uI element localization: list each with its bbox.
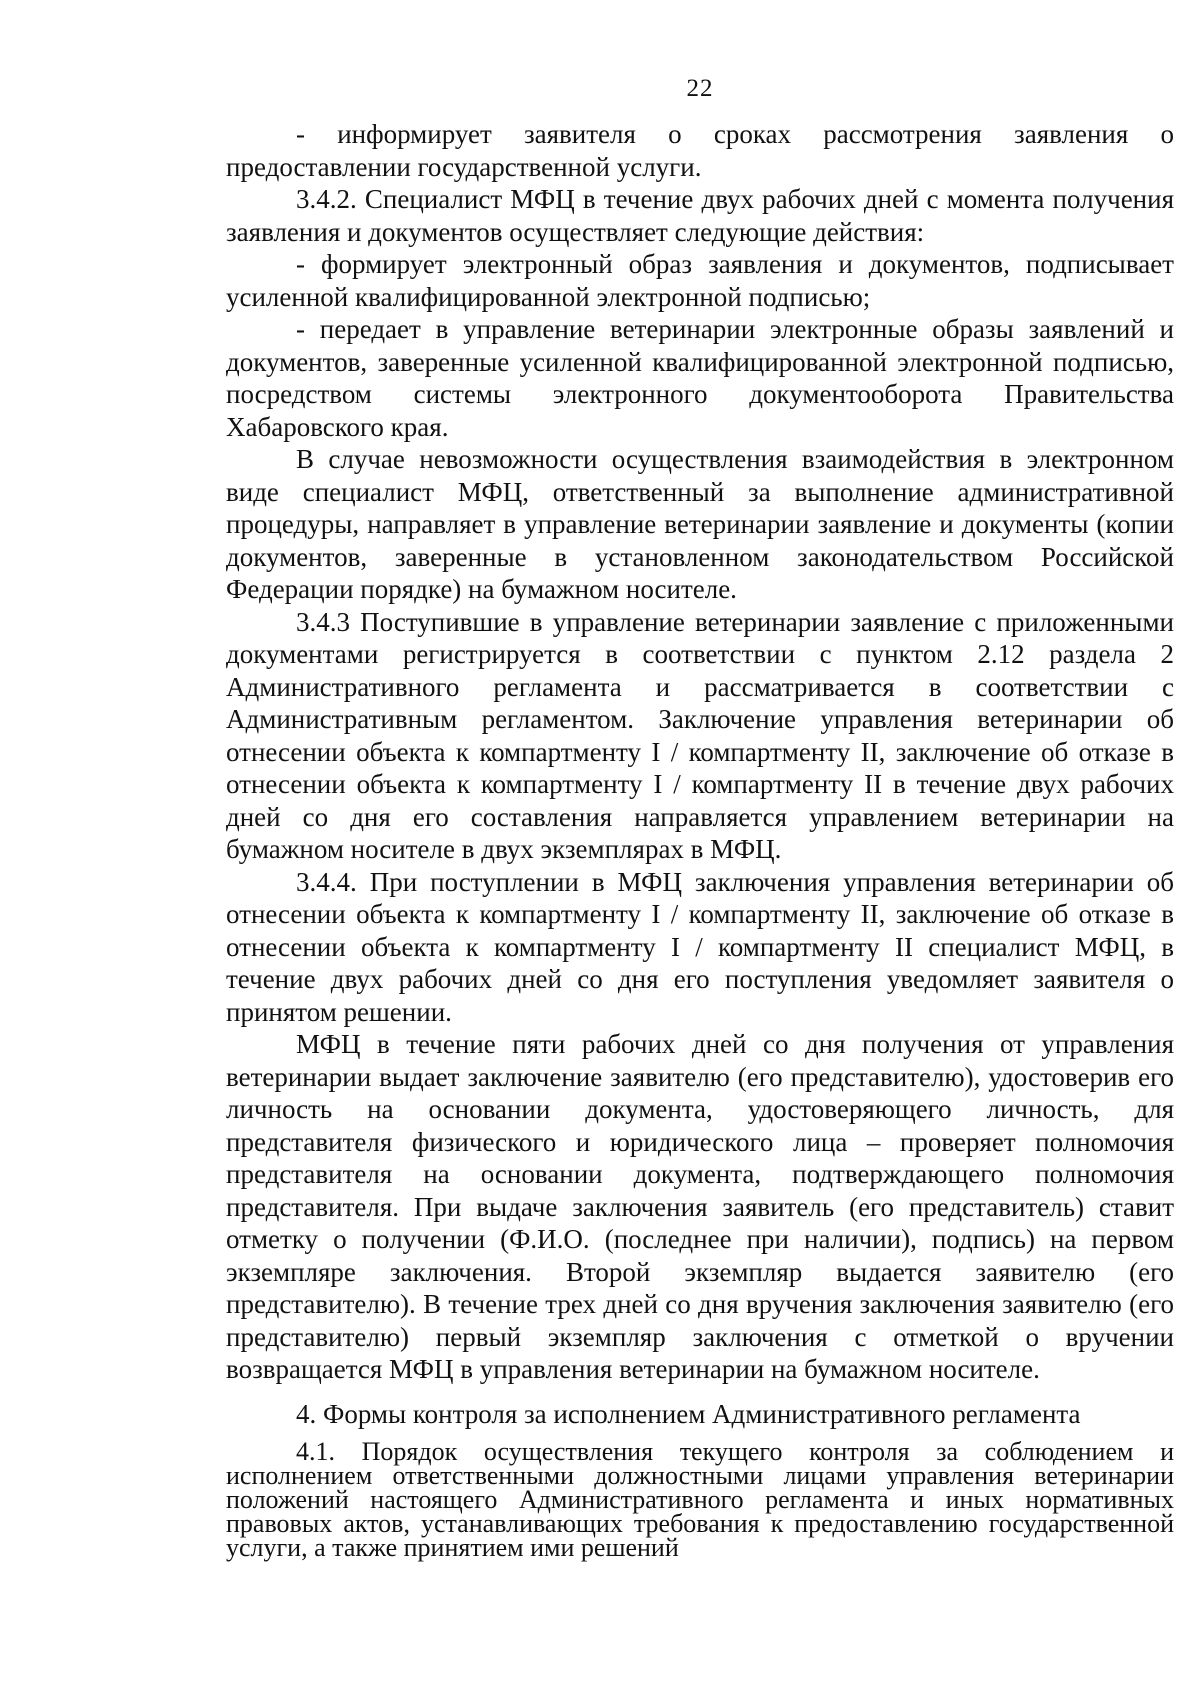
paragraph-3-4-3: 3.4.3 Поступившие в управление ветеринарии заявление с приложенными документами регистрируется в соответствии с пунктом 2.12 раздела 2 Административного регламента и рассматривается в соответствии с Административным регламентом. Заключение управления ветеринарии об отнесении объекта к компартменту I / компартменту II, заключение об отказе в отнесении объекта к компартменту I / компартменту II в течение двух рабочих дней со дня его составления направляется управлением ветеринарии на бумажном носителе в двух экземплярах в МФЦ. (226, 606, 1174, 864)
paragraph-inform-applicant: - информирует заявителя о сроках рассмотрения заявления о предоставлении государственной услуги. (226, 119, 1174, 182)
paragraph-mfc-issues-conclusion: МФЦ в течение пяти рабочих дней со дня получения от управления ветеринарии выдает заключение заявителю (его представителю), удостоверив его личность на основании документа, удостоверяющего личность, для представителя физического и юридического лица – проверяет полномочия представителя на основании документа, подтверждающего полномочия представителя. При выдаче заключения заявитель (его представитель) ставит отметку о получении (Ф.И.О. (последнее при наличии), подпись) на первом экземпляре заключения. Второй экземпляр выдается заявителю (его представителю). В течение трех дней со дня вручения заключения заявителю (его представителю) первый экземпляр заключения с отметкой о вручении возвращается МФЦ в управления ветеринарии на бумажном носителе. (226, 1029, 1174, 1384)
document-body (226, 118, 1174, 1560)
paragraph-paper-fallback: В случае невозможности осуществления взаимодействия в электронном виде специалист МФЦ, ответственный за выполнение административной процедуры, направляет в управление ветеринарии заявление и документы (копии документов, заверенные в установленном законодательством Российской Федерации порядке) на бумажном носителе. (226, 444, 1174, 604)
section-heading: 4. Формы контроля за исполнением Административного регламента (296, 1398, 1081, 1429)
paragraph-form-electronic-image: - формирует электронный образ заявления и документов, подписывает усиленной квалифицированной электронной подписью; (226, 249, 1174, 312)
paragraph-transfer-to-veterinary: - передает в управление ветеринарии электронные образы заявлений и документов, заверенные усиленной квалифицированной электронной подписью, посредством системы электронного документооборота Правительства Хабаровского края. (226, 314, 1174, 442)
page-number: 22 (686, 75, 714, 102)
section-heading-wrapper (226, 1386, 1174, 1435)
paragraph-4-1: 4.1. Порядок осуществления текущего контроля за соблюдением и исполнением ответственными должностными лицами управления ветеринарии положений настоящего Административного регламента и иных нормативных правовых актов, устанавливающих требования к предоставлению государственной услуги, а также принятием ими решений (226, 1437, 1174, 1562)
paragraph-3-4-2: 3.4.2. Специалист МФЦ в течение двух рабочих дней с момента получения заявления и документов осуществляет следующие действия: (226, 184, 1174, 247)
paragraph-3-4-4: 3.4.4. При поступлении в МФЦ заключения управления ветеринарии об отнесении объекта к компартменту I / компартменту II, заключение об отказе в отнесении объекта к компартменту I / компартменту II специалист МФЦ, в течение двух рабочих дней со дня его поступления уведомляет заявителя о принятом решении. (226, 866, 1174, 1027)
